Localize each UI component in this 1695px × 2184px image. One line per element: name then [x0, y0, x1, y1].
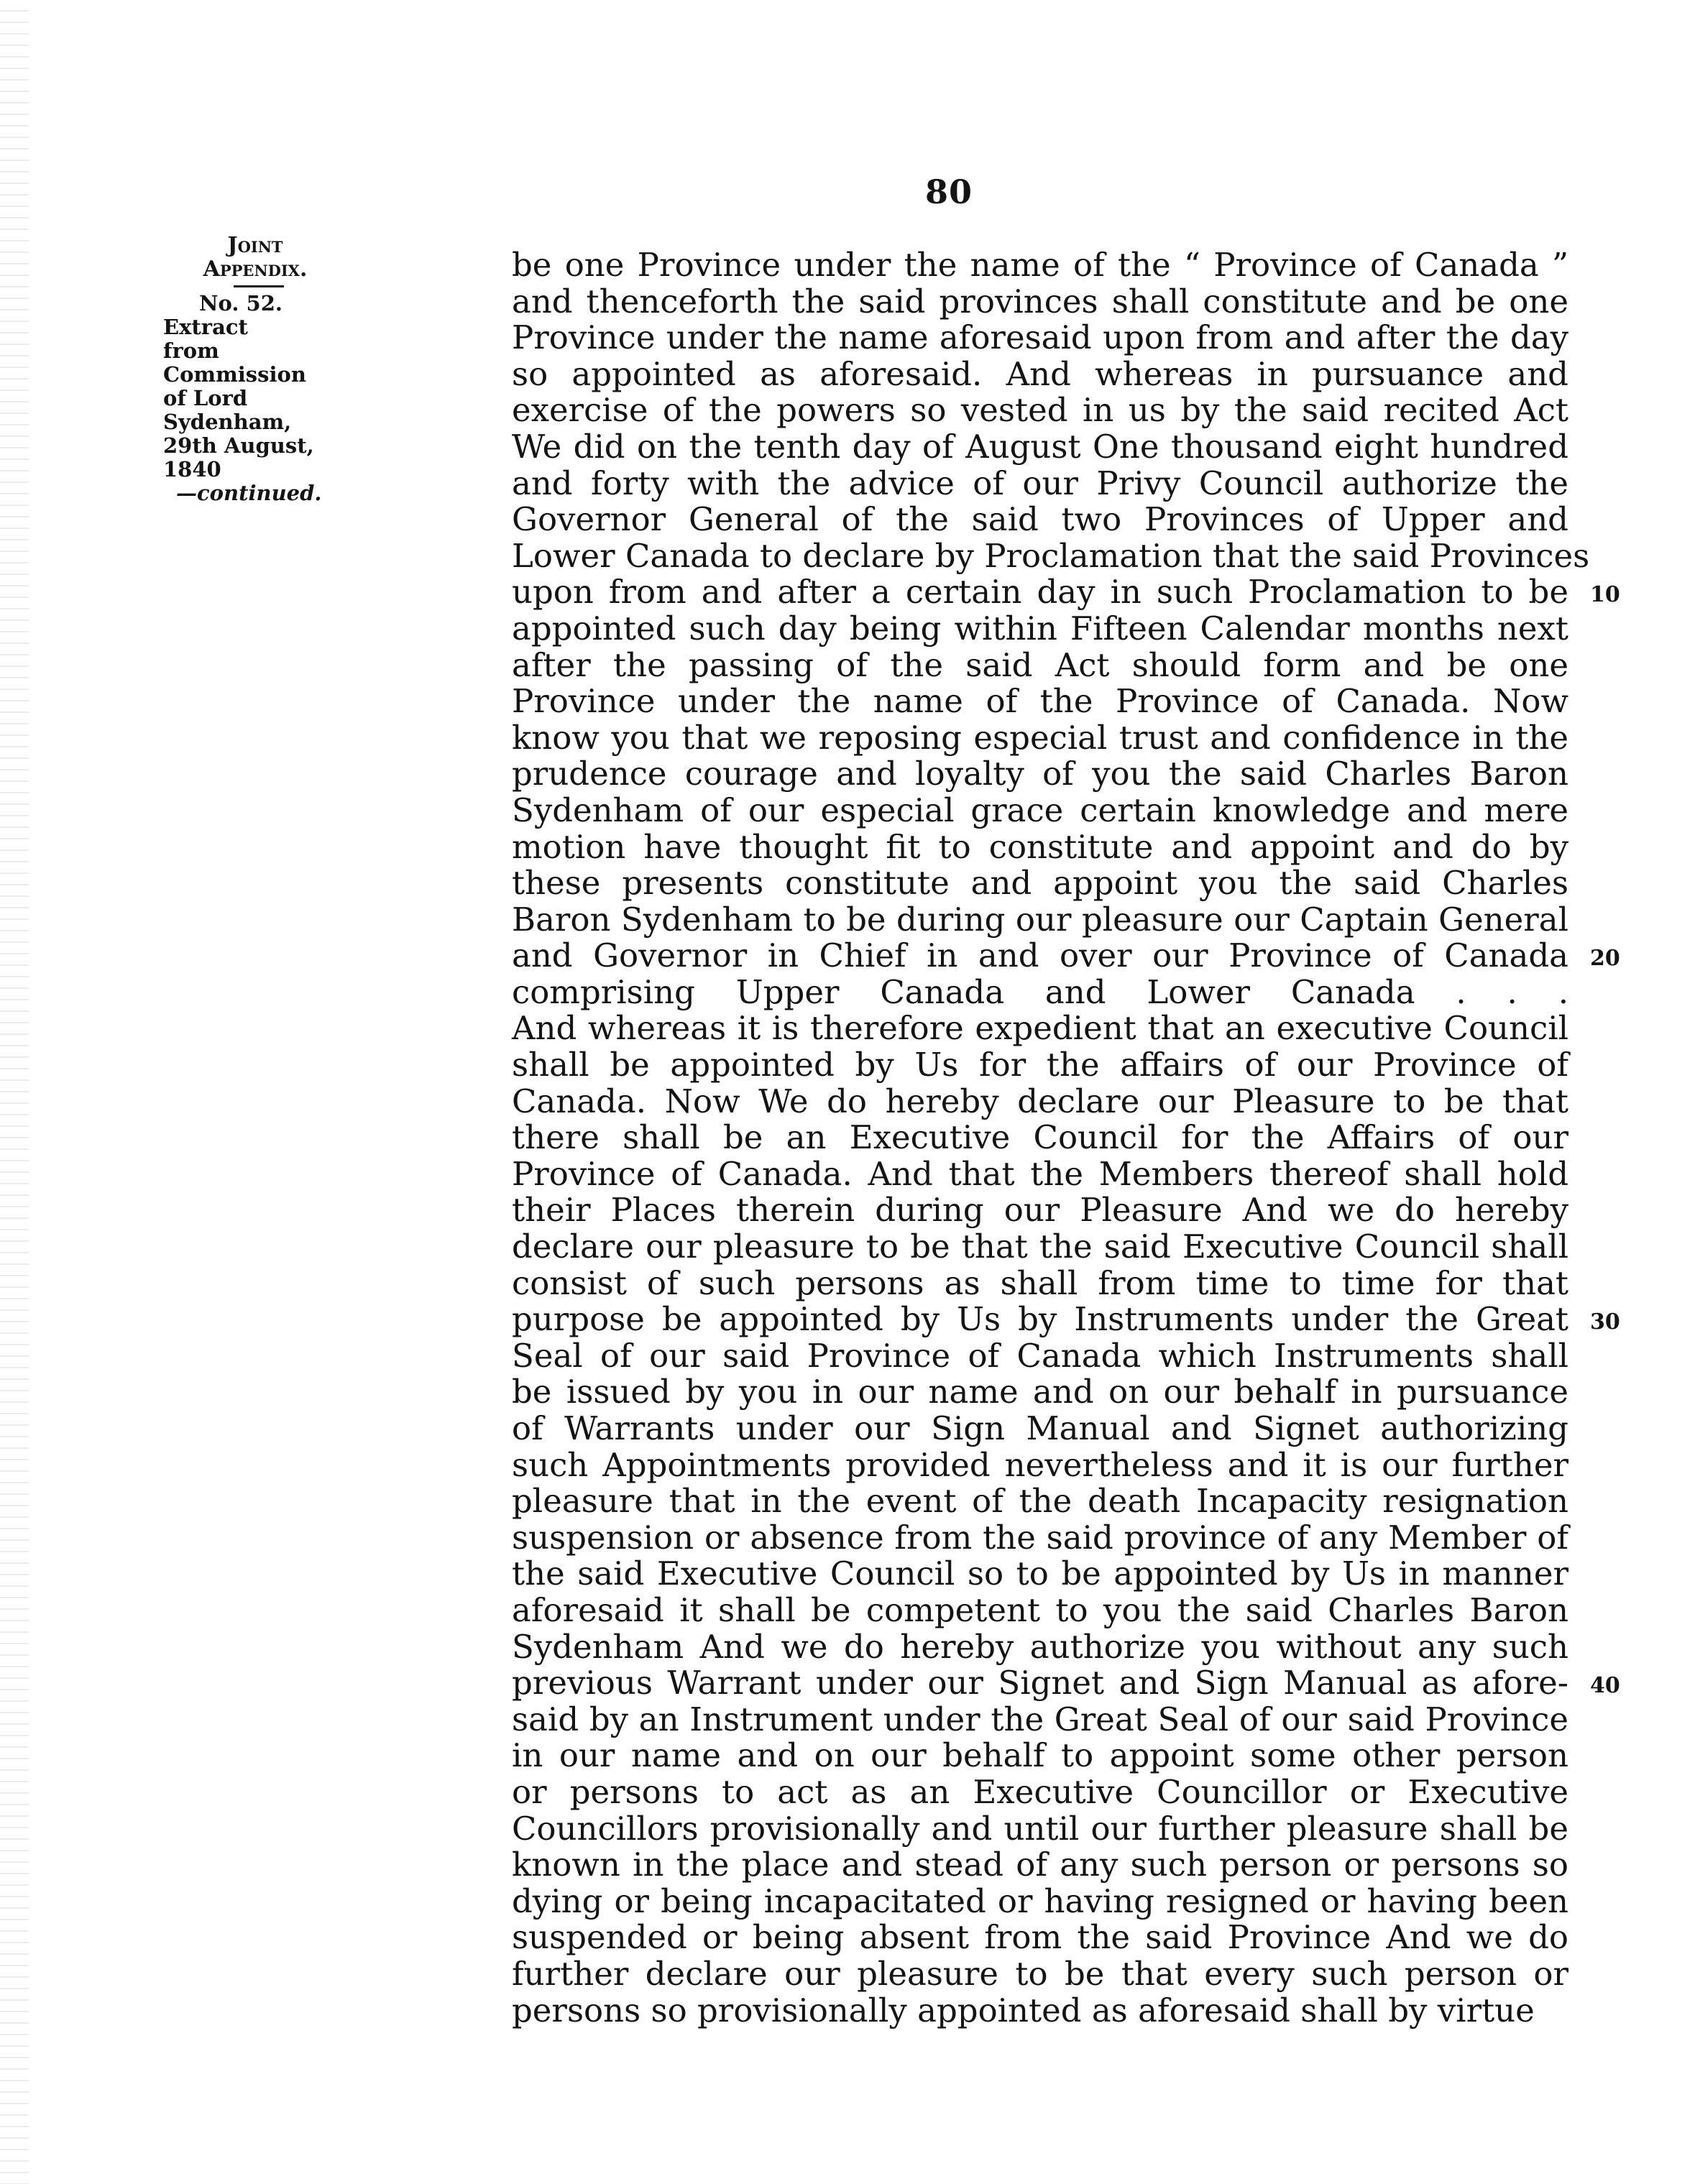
text-line [512, 1447, 1568, 1484]
text-line-content: further declare our pleasure to be that every such person or [512, 1954, 1568, 1993]
text-line-content: be one Province under the name of the “ Province of Canada ” [512, 246, 1568, 284]
text-line [512, 392, 1568, 429]
text-line [512, 466, 1568, 502]
scan-edge-shading [0, 0, 29, 2184]
text-line-content: Province of Canada. And that the Members thereof shall hold [512, 1154, 1568, 1193]
text-line-content: Canada. Now We do hereby declare our Pleasure to be that [512, 1082, 1568, 1120]
text-line [512, 247, 1568, 284]
text-line-content: exercise of the powers so vested in us by the said recited Act [512, 391, 1568, 430]
text-line-content: shall be appointed by Us for the affairs of our Province of [512, 1046, 1568, 1084]
text-line [512, 1300, 1620, 1339]
text-line [512, 720, 1568, 757]
text-line [512, 1084, 1568, 1120]
text-line [512, 1556, 1568, 1593]
text-line-content: after the passing of the said Act should form and be one [512, 645, 1568, 684]
text-line [512, 502, 1568, 538]
text-line-content: Sydenham And we do hereby authorize you without any such [512, 1627, 1568, 1666]
text-line [512, 284, 1568, 321]
text-line [512, 1520, 1568, 1557]
line-number: 40 [1590, 1673, 1620, 1699]
text-line-content: known in the place and stead of any such person or persons so [512, 1846, 1568, 1884]
text-line-content: suspended or being absent from the said Province And we do [512, 1918, 1568, 1957]
text-line [512, 1847, 1568, 1884]
text-line-content: dying or being incapacitated or having resigned or having been [512, 1881, 1568, 1920]
margin-note-rule [234, 285, 284, 287]
text-line-content: of Warrants under our Sign Manual and Signet authorizing [512, 1409, 1568, 1447]
line-number: 20 [1590, 946, 1620, 972]
text-line [512, 1411, 1568, 1447]
text-line-content: Lower Canada to declare by Proclamation that the said Provinces [512, 536, 1590, 575]
text-line [512, 1664, 1620, 1702]
text-line [512, 1263, 1568, 1302]
text-line [512, 756, 1568, 793]
text-line-content: comprising Upper Canada and Lower Canada . . . [512, 972, 1568, 1011]
text-line-content: Province under the name aforesaid upon from and after the day [512, 318, 1568, 357]
text-line-content: so appointed as aforesaid. And whereas in pursuance and [512, 354, 1568, 393]
text-line-content: be issued by you in our name and on our behalf in pursuance [512, 1373, 1568, 1411]
text-line-content: upon from and after a certain day in such Proclamation to be [512, 573, 1568, 612]
margin-note [155, 234, 327, 505]
text-line [512, 1010, 1568, 1047]
text-line [512, 829, 1568, 866]
text-line [512, 1192, 1568, 1229]
text-line-content: prudence courage and loyalty of you the said Charles Baron [512, 755, 1568, 793]
text-line [512, 1483, 1568, 1520]
text-line [512, 1774, 1568, 1811]
text-line-content: such Appointments provided nevertheless and it is our further [512, 1445, 1568, 1484]
text-line-content: purpose be appointed by Us by Instruments under the Great [512, 1300, 1568, 1339]
margin-note-line: of Lord [163, 386, 248, 410]
margin-note-continued: —continued. [176, 481, 322, 505]
text-line-content: previous Warrant under our Signet and Sign Manual as afore- [512, 1664, 1568, 1702]
body-text [512, 246, 1620, 2029]
text-line [512, 683, 1568, 720]
text-line-content: Councillors provisionally and until our further pleasure shall be [512, 1809, 1568, 1848]
text-line [512, 429, 1568, 466]
page-number: 80 [924, 172, 973, 211]
text-line-content: or persons to act as an Executive Councillor or Executive [512, 1772, 1568, 1811]
text-line [512, 1956, 1568, 1993]
text-line [512, 974, 1568, 1011]
text-line [512, 1590, 1568, 1629]
margin-note-line: from [163, 338, 219, 363]
text-line-content: these presents constitute and appoint you the said Charles [512, 864, 1568, 903]
text-line [512, 1338, 1568, 1375]
text-line-content: declare our pleasure to be that the said Executive Council shall [512, 1227, 1568, 1266]
margin-note-line: Commission [163, 362, 306, 387]
text-line-content: and Governor in Chief in and over our Province of Canada [512, 936, 1568, 975]
text-line [512, 1047, 1568, 1084]
margin-note-line: 1840 [163, 457, 221, 482]
text-line [512, 573, 1620, 612]
text-line-content: in our name and on our behalf to appoint some other person [512, 1736, 1568, 1775]
text-line-content: And whereas it is therefore expedient that an executive Council [512, 1009, 1568, 1048]
text-line [512, 356, 1568, 393]
text-line [512, 793, 1568, 829]
text-line-content: know you that we reposing especial trust and confidence in the [512, 718, 1568, 757]
text-line [512, 1229, 1568, 1266]
text-line [512, 1920, 1568, 1956]
line-number: 30 [1590, 1309, 1620, 1335]
text-line [512, 865, 1568, 902]
text-line [512, 1374, 1568, 1411]
text-line-content: Baron Sydenham to be during our pleasure our Captain General [512, 900, 1568, 939]
text-line-content: their Places therein during our Pleasure And we do hereby [512, 1191, 1568, 1230]
text-line-content: Seal of our said Province of Canada which Instruments shall [512, 1336, 1568, 1375]
text-line-content: and forty with the advice of our Privy Council authorize the [512, 464, 1568, 502]
text-line-content: pleasure that in the event of the death Incapacity resignation [512, 1482, 1568, 1521]
margin-note-line: Sydenham, [163, 410, 292, 434]
text-line [512, 645, 1568, 684]
text-line [512, 1120, 1568, 1156]
text-line-content: Governor General of the said two Provinces of Upper and [512, 500, 1568, 539]
margin-note-heading-line2: Appendix. [203, 257, 308, 282]
text-line [512, 1738, 1568, 1774]
margin-note-line: Extract [163, 315, 248, 339]
text-line [512, 1156, 1568, 1193]
margin-note-heading-line1: Joint [227, 233, 283, 258]
text-line-content: said by an Instrument under the Great Seal of our said Province [512, 1700, 1568, 1738]
text-line-content: Sydenham of our especial grace certain knowledge and mere [512, 791, 1568, 829]
margin-note-number: No. 52. [199, 291, 282, 315]
text-line [512, 536, 1590, 575]
text-line-content: Province under the name of the Province of Canada. Now [512, 682, 1568, 721]
text-line-content: consist of such persons as shall from time to time for that [512, 1263, 1568, 1302]
text-line [512, 936, 1620, 975]
text-line-content: persons so provisionally appointed as aforesaid shall by virtue [512, 1991, 1535, 2029]
text-line [512, 1881, 1568, 1920]
text-line [512, 1702, 1568, 1738]
margin-note-line: 29th August, [163, 433, 314, 458]
text-line-content: and thenceforth the said provinces shall constitute and be one [512, 282, 1568, 321]
text-line-content: suspension or absence from the said province of any Member of [512, 1518, 1568, 1557]
line-number: 10 [1590, 582, 1620, 608]
text-line-content: the said Executive Council so to be appointed by Us in manner [512, 1554, 1568, 1593]
text-line-content: aforesaid it shall be competent to you the said Charles Baron [512, 1590, 1568, 1629]
text-line-content: there shall be an Executive Council for the Affairs of our [512, 1118, 1568, 1157]
text-line [512, 1629, 1568, 1666]
text-line-content: appointed such day being within Fifteen Calendar months next [512, 609, 1568, 648]
text-line-content: motion have thought fit to constitute and appoint and do by [512, 827, 1568, 866]
margin-note-lines [155, 315, 327, 482]
text-line [512, 1993, 1568, 2029]
text-line [512, 1811, 1568, 1848]
text-line [512, 611, 1568, 648]
text-line [512, 902, 1568, 939]
text-line-content: We did on the tenth day of August One thousand eight hundred [512, 427, 1568, 466]
text-line [512, 320, 1568, 356]
